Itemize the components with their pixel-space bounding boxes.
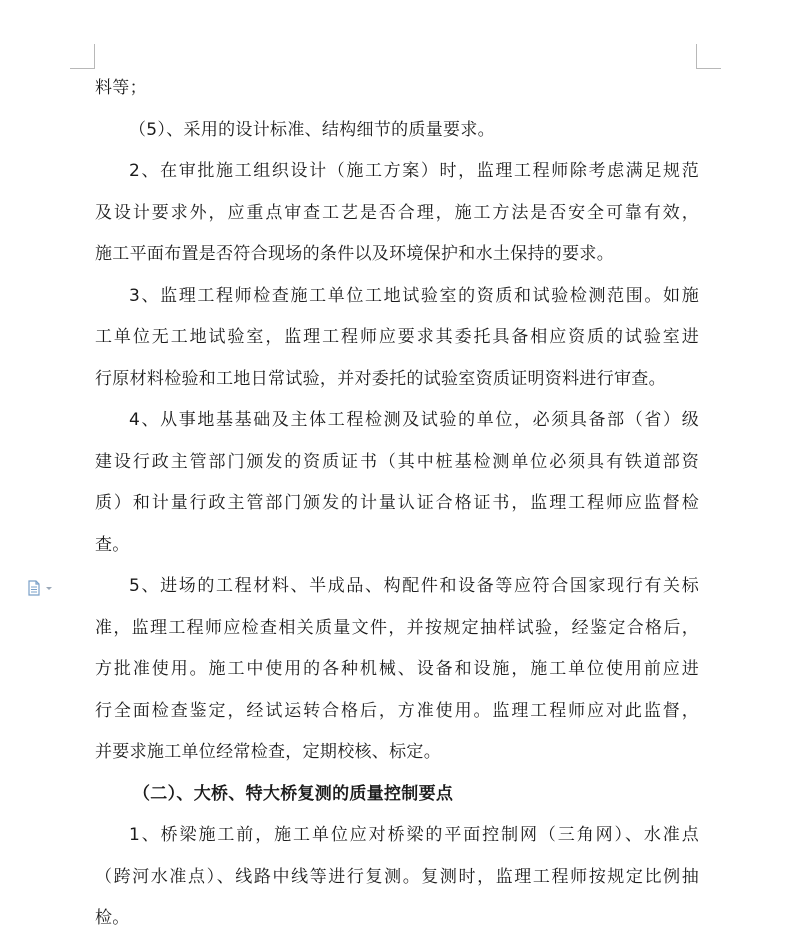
text-line: （5）、采用的设计标准、结构细节的质量要求。 bbox=[129, 119, 495, 140]
margin-corner-mark-left bbox=[70, 44, 95, 69]
margin-corner-mark-right bbox=[696, 44, 721, 69]
text-line: 质）和计量行政主管部门颁发的计量认证合格证书，监理工程师应监督检 bbox=[95, 493, 699, 513]
text-line: 及设计要求外，应重点审查工艺是否合理，施工方法是否安全可靠有效， bbox=[95, 202, 699, 223]
text-line: 1、桥梁施工前，施工单位应对桥梁的平面控制网（三角网）、水准点 bbox=[129, 825, 699, 845]
text-line: 施工平面布置是否符合现场的条件以及环境保护和水土保持的要求。 bbox=[95, 244, 614, 264]
text-line: 料等； bbox=[95, 78, 147, 98]
document-icon[interactable] bbox=[27, 580, 57, 596]
text-line: 检。 bbox=[95, 908, 130, 928]
text-line: 4、从事地基基础及主体工程检测及试验的单位，必须具备部（省）级 bbox=[129, 410, 699, 430]
text-line: 2、在审批施工组织设计（施工方案）时，监理工程师除考虑满足规范 bbox=[129, 161, 699, 181]
text-line: （跨河水准点）、线路中线等进行复测。复测时，监理工程师按规定比例抽 bbox=[95, 866, 699, 887]
text-line: 并要求施工单位经常检查，定期校核、标定。 bbox=[95, 742, 441, 762]
text-line: 工单位无工地试验室，监理工程师应要求其委托具备相应资质的试验室进 bbox=[95, 327, 699, 347]
section-heading: （二）、大桥、特大桥复测的质量控制要点 bbox=[133, 783, 454, 804]
document-body bbox=[95, 68, 699, 940]
text-line: 行原材料检验和工地日常试验，并对委托的试验室资质证明资料进行审查。 bbox=[95, 368, 666, 389]
text-line: 准，监理工程师应检查相关质量文件，并按规定抽样试验，经鉴定合格后， bbox=[95, 617, 699, 638]
text-line: 行全面检查鉴定，经试运转合格后，方准使用。监理工程师应对此监督， bbox=[95, 700, 699, 721]
text-line: 建设行政主管部门颁发的资质证书（其中桩基检测单位必须具有铁道部资 bbox=[95, 451, 699, 472]
text-line: 3、监理工程师检查施工单位工地试验室的资质和试验检测范围。如施 bbox=[129, 285, 699, 306]
text-line: 方批准使用。施工中使用的各种机械、设备和设施，施工单位使用前应进 bbox=[95, 659, 699, 679]
document-icon-svg bbox=[27, 580, 57, 596]
text-line: 查。 bbox=[95, 534, 130, 555]
text-line: 5、进场的工程材料、半成品、构配件和设备等应符合国家现行有关标 bbox=[129, 576, 699, 596]
